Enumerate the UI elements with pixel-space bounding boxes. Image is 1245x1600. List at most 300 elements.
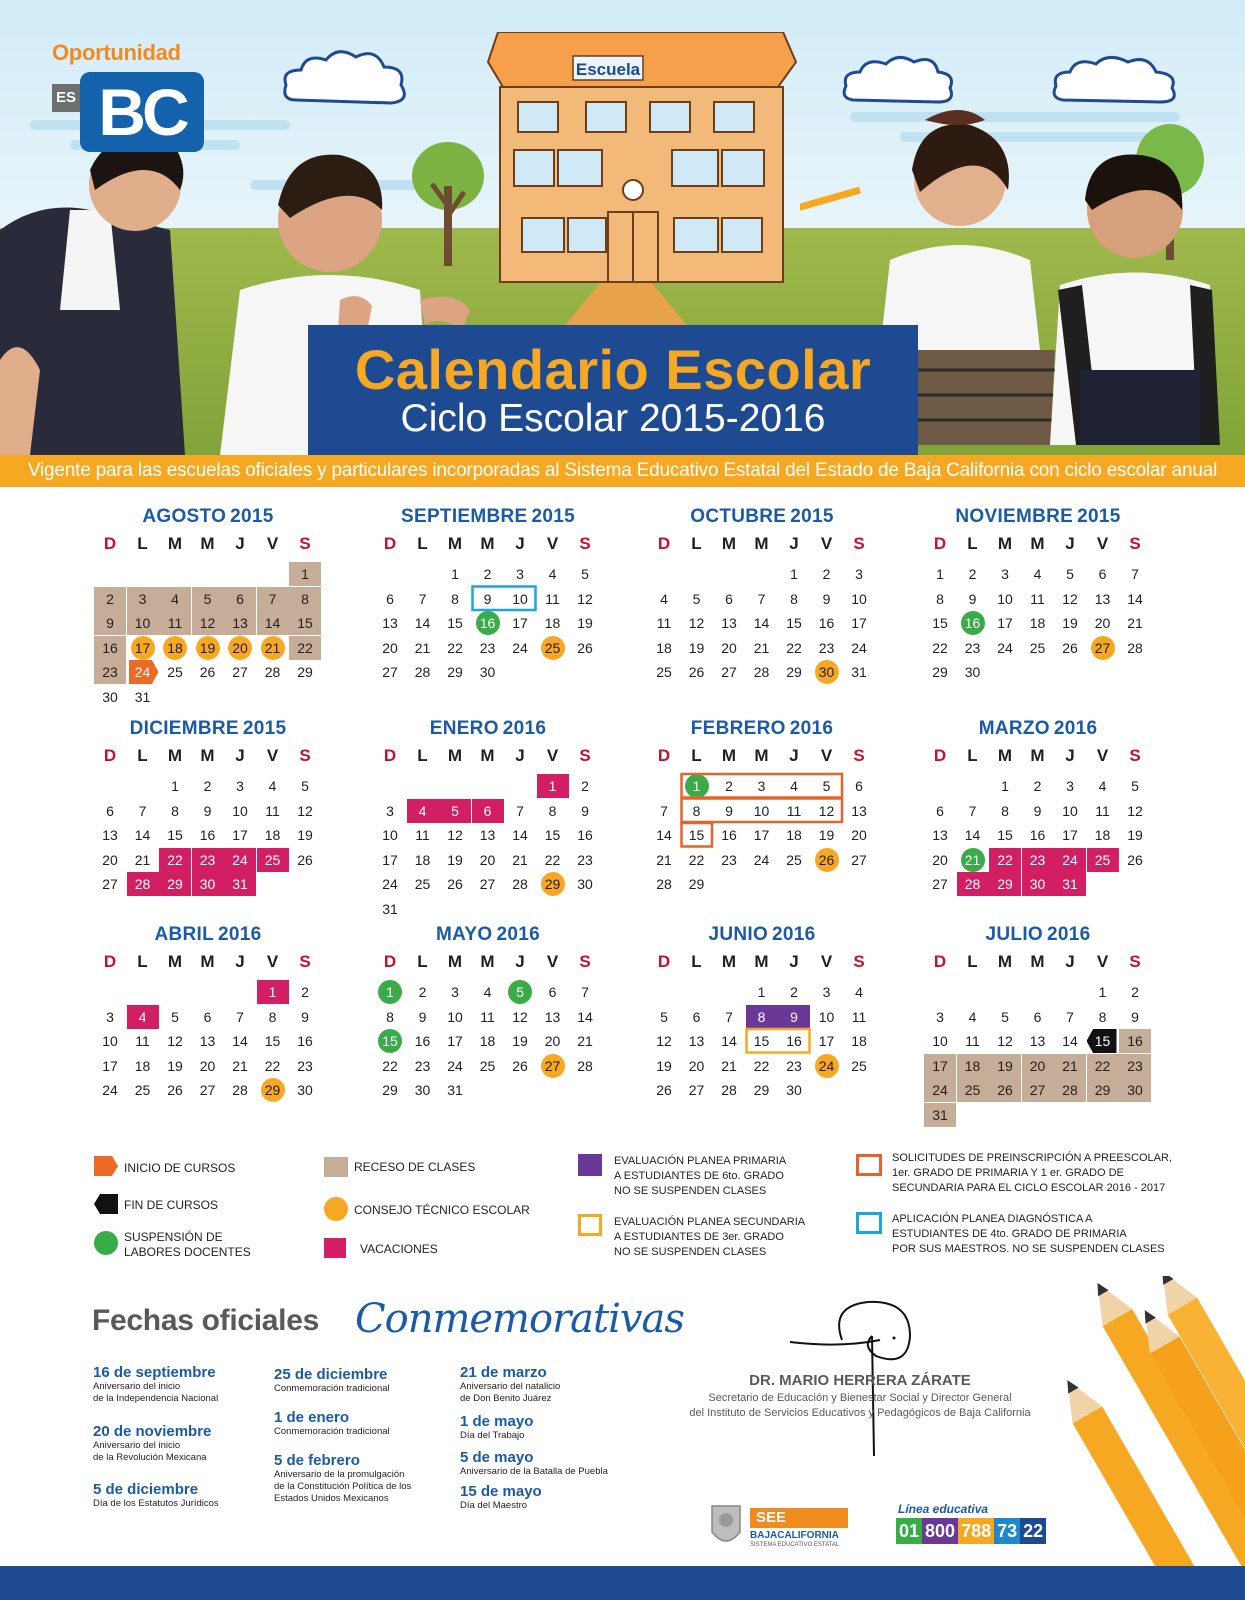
calendar-day: 27 bbox=[199, 1082, 216, 1098]
calendar-day: 28 bbox=[753, 664, 770, 680]
month-name: JULIO bbox=[985, 924, 1043, 945]
fecha-date: 20 de noviembre bbox=[93, 1423, 212, 1440]
calendar-day: 4 bbox=[268, 778, 277, 794]
calendar-day: 26 bbox=[199, 664, 216, 680]
calendar-day: 4 bbox=[127, 1005, 159, 1029]
calendar-day: 14 bbox=[1062, 1033, 1078, 1049]
calendar-day: 26 bbox=[512, 1057, 528, 1074]
weekday-header: J bbox=[515, 746, 525, 765]
calendar-day: 24 bbox=[1054, 848, 1086, 872]
calendar-day: 28 bbox=[512, 876, 528, 892]
calendar-day: 12 bbox=[512, 1008, 528, 1025]
calendar-day: 23 bbox=[818, 639, 835, 656]
calendar-day: 20 bbox=[851, 827, 867, 843]
calendar-day: 2 bbox=[483, 566, 492, 582]
weekday-header: M bbox=[997, 534, 1013, 553]
fecha-desc: Estados Unidos Mexicanos bbox=[274, 1493, 389, 1504]
calendar-day: 29 bbox=[786, 664, 802, 680]
fecha-item bbox=[274, 1452, 411, 1505]
calendar-day: 2 bbox=[968, 566, 977, 582]
legend-inicio: INICIO DE CURSOS bbox=[124, 1161, 236, 1175]
month-year: 2015 bbox=[242, 718, 287, 739]
weekday-header: D bbox=[657, 534, 671, 553]
calendar-day: 28 bbox=[1054, 1078, 1086, 1102]
weekday-header: V bbox=[820, 952, 833, 971]
page-title: Calendario Escolar bbox=[354, 338, 872, 401]
calendar-day: 28 bbox=[1127, 639, 1143, 656]
title-panel bbox=[308, 325, 918, 455]
calendar-day: 29 bbox=[447, 664, 463, 680]
weekday-header: L bbox=[417, 952, 428, 971]
calendar-day: 2 bbox=[1033, 778, 1042, 794]
phone-number-part: 22 bbox=[1020, 1518, 1046, 1544]
calendar-day: 6 bbox=[386, 590, 394, 607]
calendar-day: 7 bbox=[236, 1008, 244, 1025]
weekday-header: D bbox=[383, 534, 397, 553]
legend-fin: FIN DE CURSOS bbox=[124, 1198, 219, 1212]
calendar-day: 30 bbox=[1022, 872, 1054, 896]
weekday-header: L bbox=[137, 746, 148, 765]
calendar-day: 13 bbox=[932, 827, 948, 843]
calendar-day: 17 bbox=[818, 1033, 835, 1049]
calendar-day: 2 bbox=[94, 587, 126, 611]
calendar-day: 9 bbox=[968, 590, 977, 607]
calendar-day: 14 bbox=[134, 827, 151, 843]
calendar-day: 4 bbox=[548, 566, 557, 582]
calendar-day: 6 bbox=[224, 587, 256, 611]
legend-diag-1: APLICACIÓN PLANEA DIAGNÓSTICA A bbox=[892, 1213, 1093, 1225]
calendar-day: 6 bbox=[855, 778, 863, 794]
calendar-day: 22 bbox=[544, 851, 561, 868]
fecha-item bbox=[460, 1413, 533, 1442]
calendar-day: 25 bbox=[1029, 639, 1046, 656]
weekday-header: S bbox=[299, 952, 311, 971]
weekday-header: S bbox=[1129, 952, 1141, 971]
brand-es: ES bbox=[52, 84, 80, 112]
month-calendar bbox=[88, 924, 328, 1103]
legend-preins-1: SOLICITUDES DE PREINSCRIPCIÓN A PREESCOLAR, bbox=[892, 1152, 1172, 1164]
weekday-header: S bbox=[853, 952, 865, 971]
calendar-day: 21 bbox=[656, 851, 672, 868]
calendar-day: 24 bbox=[102, 1082, 118, 1098]
calendar-day: 11 bbox=[480, 1008, 495, 1025]
calendar-day: 30 bbox=[811, 660, 843, 684]
calendar-day: 15 bbox=[374, 1029, 406, 1053]
calendar-day: 17 bbox=[1062, 827, 1078, 843]
month-calendar bbox=[642, 506, 882, 685]
calendar-day: 14 bbox=[414, 615, 431, 631]
month-title bbox=[642, 718, 882, 740]
month-name: FEBRERO bbox=[690, 718, 786, 739]
weekday-header: S bbox=[1129, 534, 1141, 553]
weekday-header: V bbox=[546, 534, 559, 553]
weekday-header: D bbox=[383, 952, 397, 971]
calendar-day: 15 bbox=[997, 827, 1013, 843]
calendar-day: 15 bbox=[167, 827, 183, 843]
calendar-day: 24 bbox=[382, 876, 398, 892]
calendar-day: 26 bbox=[688, 664, 705, 680]
fecha-item bbox=[460, 1449, 608, 1478]
calendar-day: 29 bbox=[932, 664, 948, 680]
calendar-day: 6 bbox=[548, 984, 557, 1000]
month-title bbox=[642, 924, 882, 946]
weekday-header: M bbox=[200, 746, 215, 765]
legend-planea-sec-2: A ESTUDIANTES DE 3er. GRADO bbox=[614, 1231, 784, 1243]
weekday-header: D bbox=[933, 534, 947, 553]
calendar-day: 23 bbox=[786, 1057, 802, 1074]
legend-diag-2: ESTUDIANTES DE 4to. GRADO DE PRIMARIA bbox=[892, 1228, 1127, 1240]
calendar-day: 6 bbox=[472, 799, 504, 823]
month-day-grid bbox=[648, 746, 876, 897]
weekday-header: V bbox=[1096, 952, 1109, 971]
school-sign: Escuela bbox=[575, 60, 641, 79]
calendar-day: 12 bbox=[997, 1033, 1013, 1049]
calendar-day: 28 bbox=[577, 1057, 593, 1074]
calendar-day: 13 bbox=[544, 1008, 561, 1025]
calendar-day: 19 bbox=[297, 827, 313, 843]
month-day-grid bbox=[924, 746, 1152, 897]
calendar-day: 30 bbox=[102, 688, 118, 705]
legend-preins-3: SECUNDARIA PARA EL CICLO ESCOLAR 2016 - 2017 bbox=[892, 1182, 1166, 1194]
calendar-day: 13 bbox=[479, 827, 496, 843]
calendar-day: 4 bbox=[407, 799, 439, 823]
calendar-day: 30 bbox=[577, 876, 593, 892]
calendar-day: 17 bbox=[382, 851, 398, 868]
fecha-desc: de Don Benito Juárez bbox=[460, 1393, 552, 1404]
calendar-day: 15 bbox=[688, 827, 705, 843]
calendar-day: 9 bbox=[725, 802, 733, 819]
calendar-day: 9 bbox=[483, 590, 492, 607]
weekday-header: J bbox=[515, 952, 525, 971]
calendar-day: 31 bbox=[382, 900, 398, 917]
calendar-day: 9 bbox=[301, 1008, 309, 1025]
calendar-day: 20 bbox=[382, 639, 398, 656]
calendar-day: 27 bbox=[232, 664, 248, 680]
weekday-header: V bbox=[1096, 746, 1109, 765]
calendar-day: 15 bbox=[289, 611, 321, 635]
legend-receso: RECESO DE CLASES bbox=[354, 1160, 476, 1174]
calendar-day: 9 bbox=[1131, 1008, 1139, 1025]
calendar-day: 2 bbox=[418, 984, 427, 1000]
calendar-day: 25 bbox=[167, 664, 183, 680]
calendar-day: 28 bbox=[264, 664, 281, 680]
calendar-day: 12 bbox=[297, 802, 313, 819]
weekday-header: M bbox=[721, 534, 737, 553]
weekday-header: D bbox=[933, 952, 947, 971]
calendar-day: 10 bbox=[382, 827, 398, 843]
month-name: SEPTIEMBRE bbox=[401, 506, 528, 527]
calendar-day: 1 bbox=[757, 984, 766, 1000]
weekday-header: M bbox=[1030, 534, 1045, 553]
month-year: 2015 bbox=[230, 506, 274, 527]
calendar-day: 29 bbox=[159, 872, 191, 896]
calendar-day: 4 bbox=[660, 590, 668, 607]
calendar-day: 27 bbox=[1087, 636, 1119, 660]
weekday-header: V bbox=[266, 952, 279, 971]
calendar-day: 4 bbox=[968, 1008, 977, 1025]
calendar-day: 8 bbox=[1001, 802, 1009, 819]
calendar-day: 11 bbox=[265, 802, 280, 819]
calendar-day: 25 bbox=[786, 851, 802, 868]
calendar-day: 22 bbox=[289, 636, 321, 660]
calendar-day: 25 bbox=[414, 876, 431, 892]
weekday-header: D bbox=[657, 952, 671, 971]
month-day-grid bbox=[924, 534, 1152, 685]
weekday-header: S bbox=[579, 746, 591, 765]
calendar-day: 19 bbox=[447, 851, 463, 868]
calendar-day: 18 bbox=[1029, 615, 1046, 631]
calendar-day: 18 bbox=[134, 1057, 151, 1074]
weekday-header: L bbox=[967, 746, 978, 765]
calendar-day: 2 bbox=[725, 778, 733, 794]
calendar-day: 12 bbox=[167, 1033, 183, 1049]
calendar-day: 3 bbox=[236, 778, 244, 794]
calendar-day: 16 bbox=[818, 615, 835, 631]
calendar-day: 20 bbox=[721, 639, 737, 656]
weekday-header: M bbox=[1030, 746, 1045, 765]
calendar-day: 27 bbox=[382, 664, 398, 680]
calendar-day: 10 bbox=[932, 1033, 948, 1049]
fecha-desc: Día de los Estatutos Jurídicos bbox=[93, 1498, 219, 1509]
fecha-date: 21 de marzo bbox=[460, 1364, 547, 1381]
calendar-day: 17 bbox=[924, 1054, 956, 1078]
calendar-day: 29 bbox=[297, 664, 313, 680]
month-name: JUNIO bbox=[708, 924, 769, 945]
calendar-day: 9 bbox=[418, 1008, 427, 1025]
calendar-day: 27 bbox=[537, 1054, 569, 1078]
signer-name: DR. MARIO HERRERA ZÁRATE bbox=[749, 1372, 971, 1389]
month-calendar bbox=[368, 506, 608, 685]
legend-vac: VACACIONES bbox=[360, 1242, 438, 1256]
calendar-day: 10 bbox=[997, 590, 1013, 607]
receso-legend-swatch bbox=[324, 1157, 348, 1177]
calendar-day: 25 bbox=[134, 1082, 151, 1098]
calendar-day: 10 bbox=[447, 1008, 463, 1025]
footer-bar bbox=[0, 1566, 1245, 1600]
month-day-grid bbox=[924, 952, 1152, 1127]
calendar-day: 1 bbox=[451, 566, 459, 582]
calendar-day: 4 bbox=[790, 778, 798, 794]
calendar-day: 8 bbox=[171, 802, 179, 819]
calendar-day: 1 bbox=[171, 778, 179, 794]
calendar-day: 1 bbox=[537, 774, 569, 798]
weekday-header: L bbox=[691, 746, 702, 765]
month-name: OCTUBRE bbox=[690, 506, 787, 527]
calendar-day: 24 bbox=[851, 639, 867, 656]
calendar-day: 3 bbox=[106, 1008, 114, 1025]
calendar-day: 14 bbox=[577, 1008, 593, 1025]
calendar-day: 16 bbox=[577, 827, 593, 843]
calendar-day: 28 bbox=[721, 1082, 737, 1098]
month-year: 2015 bbox=[531, 506, 575, 527]
calendar-day: 20 bbox=[544, 1033, 561, 1049]
fecha-desc: Día del Maestro bbox=[460, 1500, 528, 1511]
calendar-day: 30 bbox=[786, 1082, 802, 1098]
calendar-day: 3 bbox=[1001, 566, 1009, 582]
weekday-header: V bbox=[266, 746, 279, 765]
calendar-day: 21 bbox=[577, 1033, 593, 1049]
calendar-day: 23 bbox=[192, 848, 224, 872]
calendar-day: 7 bbox=[660, 802, 668, 819]
calendar-day: 22 bbox=[382, 1057, 398, 1074]
calendar-day: 3 bbox=[936, 1008, 944, 1025]
month-day-grid bbox=[94, 952, 322, 1103]
calendar-day: 1 bbox=[1098, 984, 1107, 1000]
calendar-day: 7 bbox=[257, 587, 289, 611]
pencils-illustration bbox=[1060, 1276, 1245, 1566]
brand-oportunidad: Oportunidad bbox=[52, 40, 181, 65]
weekday-header: L bbox=[967, 534, 978, 553]
month-year: 2016 bbox=[1053, 718, 1098, 739]
calendar-day: 18 bbox=[957, 1054, 989, 1078]
calendar-day: 3 bbox=[516, 566, 524, 582]
calendar-day: 14 bbox=[753, 615, 770, 631]
calendar-day: 26 bbox=[1062, 639, 1078, 656]
weekday-header: S bbox=[299, 746, 311, 765]
calendar-day: 4 bbox=[159, 587, 191, 611]
linea-educativa-number bbox=[896, 1518, 1046, 1544]
weekday-header: M bbox=[480, 952, 495, 971]
legend-planea-sec-1: EVALUACIÓN PLANEA SECUNDARIA bbox=[614, 1216, 806, 1228]
calendar-day: 11 bbox=[786, 802, 802, 819]
calendar-day: 4 bbox=[1098, 778, 1107, 794]
calendar-day: 17 bbox=[851, 615, 867, 631]
month-calendar bbox=[918, 718, 1158, 897]
month-title bbox=[88, 924, 328, 946]
validity-banner: Vigente para las escuelas oficiales y particulares incorporadas al Sistema Educativo Estatal del Estado de Baja California con ciclo escolar anual bbox=[0, 455, 1245, 487]
calendar-day: 11 bbox=[965, 1033, 980, 1049]
calendar-day: 20 bbox=[479, 851, 496, 868]
month-name: NOVIEMBRE bbox=[955, 506, 1074, 527]
calendar-day: 22 bbox=[932, 639, 948, 656]
weekday-header: M bbox=[754, 746, 769, 765]
calendar-day: 29 bbox=[688, 876, 705, 892]
calendar-day: 29 bbox=[382, 1082, 398, 1098]
calendar-day: 21 bbox=[957, 848, 989, 872]
month-calendar bbox=[88, 506, 328, 709]
month-calendar bbox=[918, 924, 1158, 1127]
calendar-day: 18 bbox=[414, 851, 431, 868]
fecha-desc: Conmemoración tradicional bbox=[274, 1426, 390, 1437]
calendar-day: 5 bbox=[192, 587, 224, 611]
calendar-day: 18 bbox=[786, 827, 802, 843]
calendar-day: 1 bbox=[681, 774, 713, 798]
calendar-day: 20 bbox=[688, 1057, 705, 1074]
calendar-day: 7 bbox=[516, 802, 524, 819]
calendar-day: 10 bbox=[851, 590, 867, 607]
weekday-header: J bbox=[1065, 746, 1075, 765]
calendar-day: 25 bbox=[479, 1057, 496, 1074]
calendar-day: 22 bbox=[264, 1057, 281, 1074]
fecha-desc: Conmemoración tradicional bbox=[274, 1383, 390, 1394]
weekday-header: M bbox=[200, 952, 215, 971]
weekday-header: S bbox=[853, 534, 865, 553]
calendar-day: 3 bbox=[1066, 778, 1074, 794]
calendar-day: 12 bbox=[577, 590, 593, 607]
calendar-day: 1 bbox=[790, 566, 798, 582]
legend-planea-prim-3: NO SE SUSPENDEN CLASES bbox=[614, 1185, 767, 1197]
weekday-header: D bbox=[657, 746, 671, 765]
month-day-grid bbox=[374, 746, 602, 921]
calendar-day: 31 bbox=[134, 688, 151, 705]
weekday-header: M bbox=[200, 534, 215, 553]
weekday-header: L bbox=[417, 534, 428, 553]
month-name: MAYO bbox=[436, 924, 493, 945]
calendar-day: 23 bbox=[577, 851, 593, 868]
month-title bbox=[918, 506, 1158, 528]
calendar-day: 6 bbox=[1033, 1008, 1042, 1025]
calendar-day: 11 bbox=[159, 611, 191, 635]
calendar-day: 1 bbox=[936, 566, 944, 582]
calendar-day: 16 bbox=[199, 827, 216, 843]
calendar-day: 16 bbox=[472, 611, 504, 635]
month-title bbox=[918, 924, 1158, 946]
calendar-day: 14 bbox=[257, 611, 289, 635]
month-calendar bbox=[368, 718, 608, 921]
calendar-day: 14 bbox=[721, 1033, 737, 1049]
fecha-desc: Aniversario de la promulgación bbox=[274, 1469, 405, 1480]
weekday-header: L bbox=[417, 746, 428, 765]
calendar-day: 20 bbox=[224, 636, 256, 660]
weekday-header: J bbox=[1065, 534, 1075, 553]
calendar-day: 7 bbox=[138, 802, 147, 819]
calendar-day: 26 bbox=[811, 848, 843, 872]
calendar-day: 16 bbox=[1029, 827, 1046, 843]
month-year: 2015 bbox=[1077, 506, 1121, 527]
calendar-day: 28 bbox=[957, 872, 989, 896]
calendar-day: 16 bbox=[957, 611, 989, 635]
calendar-day: 31 bbox=[924, 1103, 956, 1127]
month-day-grid bbox=[374, 952, 602, 1103]
calendar-day: 10 bbox=[127, 611, 159, 635]
calendar-day: 13 bbox=[688, 1033, 705, 1049]
fecha-desc: Aniversario del inicio bbox=[93, 1381, 181, 1392]
calendar-day: 7 bbox=[418, 590, 427, 607]
calendar-day: 25 bbox=[656, 664, 672, 680]
brand-logo bbox=[52, 40, 222, 149]
fecha-date: 1 de mayo bbox=[460, 1413, 534, 1430]
calendar-day: 26 bbox=[297, 851, 313, 868]
calendar-day: 28 bbox=[232, 1082, 248, 1098]
weekday-header: M bbox=[167, 952, 183, 971]
calendar-day: 1 bbox=[289, 562, 321, 586]
calendar-day: 12 bbox=[818, 802, 835, 819]
calendar-day: 10 bbox=[102, 1033, 118, 1049]
legend-diag-3: POR SUS MAESTROS. NO SE SUSPENDEN CLASES bbox=[892, 1243, 1165, 1255]
calendar-day: 25 bbox=[257, 848, 289, 872]
weekday-header: S bbox=[579, 952, 591, 971]
calendar-day: 18 bbox=[851, 1033, 867, 1049]
calendar-day: 1 bbox=[257, 980, 289, 1004]
legend-planea-prim-2: A ESTUDIANTES DE 6to. GRADO bbox=[614, 1170, 784, 1182]
fecha-item bbox=[93, 1423, 211, 1464]
calendar-day: 3 bbox=[127, 587, 159, 611]
calendar-day: 18 bbox=[544, 615, 561, 631]
calendar-day: 19 bbox=[688, 639, 705, 656]
month-calendar bbox=[368, 924, 608, 1103]
calendar-day: 3 bbox=[757, 778, 766, 794]
month-title bbox=[368, 718, 608, 740]
calendar-day: 12 bbox=[656, 1033, 672, 1049]
weekday-header: D bbox=[103, 952, 117, 971]
calendar-day: 20 bbox=[1022, 1054, 1054, 1078]
calendar-day: 25 bbox=[537, 636, 569, 660]
calendar-day: 2 bbox=[203, 778, 212, 794]
weekday-header: D bbox=[103, 746, 117, 765]
calendar-day: 10 bbox=[753, 802, 770, 819]
month-calendar bbox=[88, 718, 328, 897]
weekday-header: M bbox=[447, 952, 463, 971]
